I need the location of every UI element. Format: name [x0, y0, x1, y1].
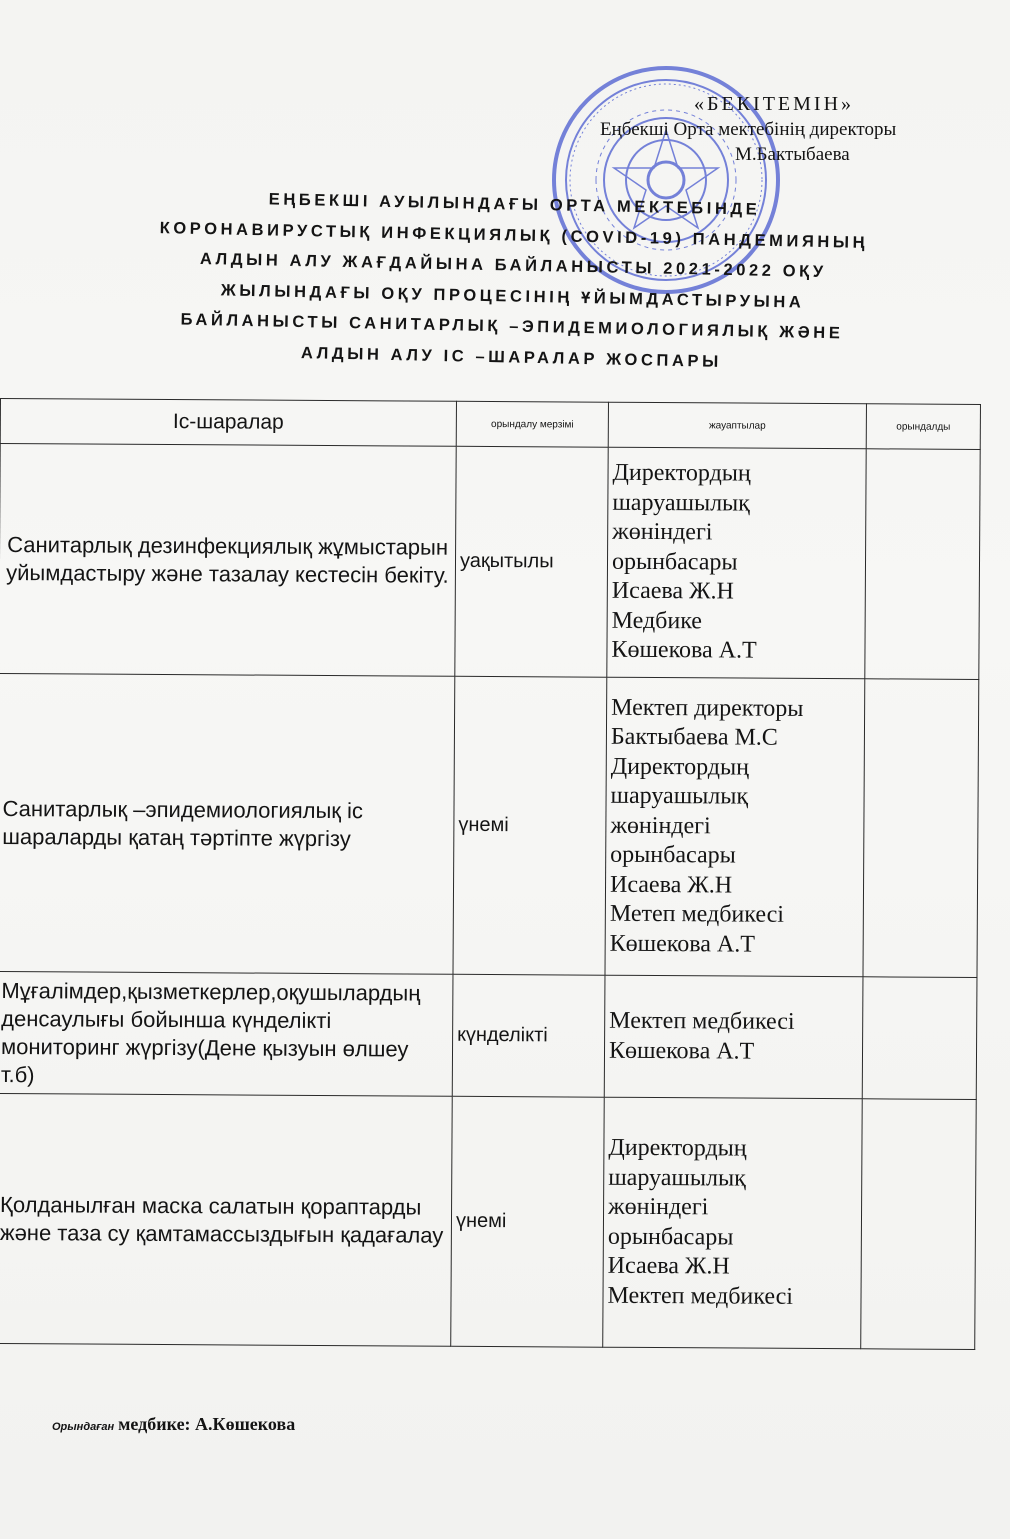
task-cell: Санитарлық дезинфекциялық жұмыстарын уйымдастыру және тазалау кестесін бекіту. [0, 444, 456, 677]
responsible-line: Көшекова А.Т [611, 636, 757, 664]
title-line: ЖЫЛЫНДАҒЫ ОҚУ ПРОЦЕСІНІҢ ҰЙЫМДАСТЫРУЫНА [220, 280, 805, 312]
responsible-line: Медбике [611, 607, 703, 635]
footer-text: медбике: А.Көшекова [118, 1414, 296, 1434]
responsible-line: орынбасары [607, 1223, 734, 1250]
title-line: АЛДЫН АЛУ ІС –ШАРАЛАР ЖОСПАРЫ [300, 343, 723, 371]
task-cell: Мұғалімдер,қызметкерлер,оқушылардың денсаулығы бойынша күнделікті мониторинг жүргізу(Дене қызуын өлшеу т.б) [0, 971, 453, 1096]
term-cell: уақытылы [455, 446, 608, 677]
responsible-line: Мектеп медбикесі [609, 1007, 795, 1035]
title-line: ЕҢБЕКШІ АУЫЛЫНДАҒЫ ОРТА МЕКТЕБІНДЕ [268, 190, 761, 219]
title-line: АЛДЫН АЛУ ЖАҒДАЙЫНА БАЙЛАНЫСТЫ 2021-2022 ОҚУ [199, 249, 827, 282]
responsible-line: Исаева Ж.Н [609, 871, 733, 899]
title-line: БАЙЛАНЫСТЫ САНИТАРЛЫҚ –ЭПИДЕМИОЛОГИЯЛЫҚ ЖӘНЕ [180, 310, 844, 343]
responsible-line: орынбасары [611, 548, 738, 576]
table-row [0, 971, 977, 1099]
responsible-line: шаруашылық [608, 1164, 746, 1192]
document-title [56, 180, 970, 382]
responsible-cell [605, 677, 865, 977]
responsible-cell [604, 975, 863, 1099]
responsible-line: Көшекова А.Т [609, 930, 756, 958]
responsible-line: жөніндегі [610, 812, 711, 840]
responsible-line: Бактыбаева М.С [610, 723, 778, 752]
term-cell: үнемі [451, 1096, 605, 1347]
task-cell: Санитарлық –эпидемиологиялық іс шараларды қатаң тәртіпте жүргізу [0, 673, 455, 974]
responsible-line: жөніндегі [612, 518, 713, 546]
approval-position: Еңбекші Орта мектебінің директоры [600, 119, 897, 140]
responsible-line: Метеп медбикесі [609, 900, 785, 929]
title-line: КОРОНАВИРУСТЫҚ ИНФЕКЦИЯЛЫҚ (COVID-19) ПАНДЕМИЯНЫҢ [159, 218, 869, 252]
responsible-cell [607, 447, 866, 679]
responsible-line: Мектеп медбикесі [607, 1282, 794, 1310]
footer-prefix: Орындаған [52, 1421, 115, 1433]
approval-signer: М.Бактыбаева [735, 144, 850, 165]
responsible-line: жөніндегі [607, 1193, 709, 1221]
done-cell [865, 449, 980, 680]
responsible-line: Директордың [612, 459, 751, 487]
responsible-line: Исаева Ж.Н [611, 577, 735, 605]
approval-block [600, 92, 980, 167]
task-cell: Қолданылған маска салатын қораптарды және таза су қамтамассыздығын қадағалау [0, 1093, 452, 1346]
table-row [0, 1093, 976, 1349]
responsible-line: Исаева Ж.Н [607, 1252, 730, 1280]
responsible-line: Көшекова А.Т [608, 1037, 755, 1065]
table-header-row [0, 399, 980, 450]
responsible-cell [603, 1097, 863, 1349]
done-cell [863, 679, 979, 978]
table-row [0, 444, 980, 680]
responsible-line: Директордың [608, 1134, 747, 1162]
done-cell [862, 977, 977, 1100]
responsible-line: орынбасары [610, 841, 736, 869]
measures-table [0, 398, 981, 1350]
responsible-line: шаруашылық [610, 782, 749, 810]
term-cell: үнемі [453, 676, 607, 975]
responsible-line: шаруашылық [612, 489, 750, 517]
footer-signature [52, 1414, 295, 1435]
header-term: орындалу мерзімі [456, 401, 608, 447]
table-row [0, 673, 979, 977]
header-done: орындалды [866, 404, 980, 450]
header-task: Іс-шаралар [0, 399, 456, 447]
responsible-line: Мектеп директоры [611, 694, 804, 722]
done-cell [861, 1099, 977, 1350]
header-responsible: жауаптылар [608, 402, 866, 449]
responsible-line: Директордың [610, 753, 750, 781]
term-cell: күнделікті [452, 974, 605, 1097]
approval-heading: «БЕКІТЕМІН» [694, 93, 855, 115]
